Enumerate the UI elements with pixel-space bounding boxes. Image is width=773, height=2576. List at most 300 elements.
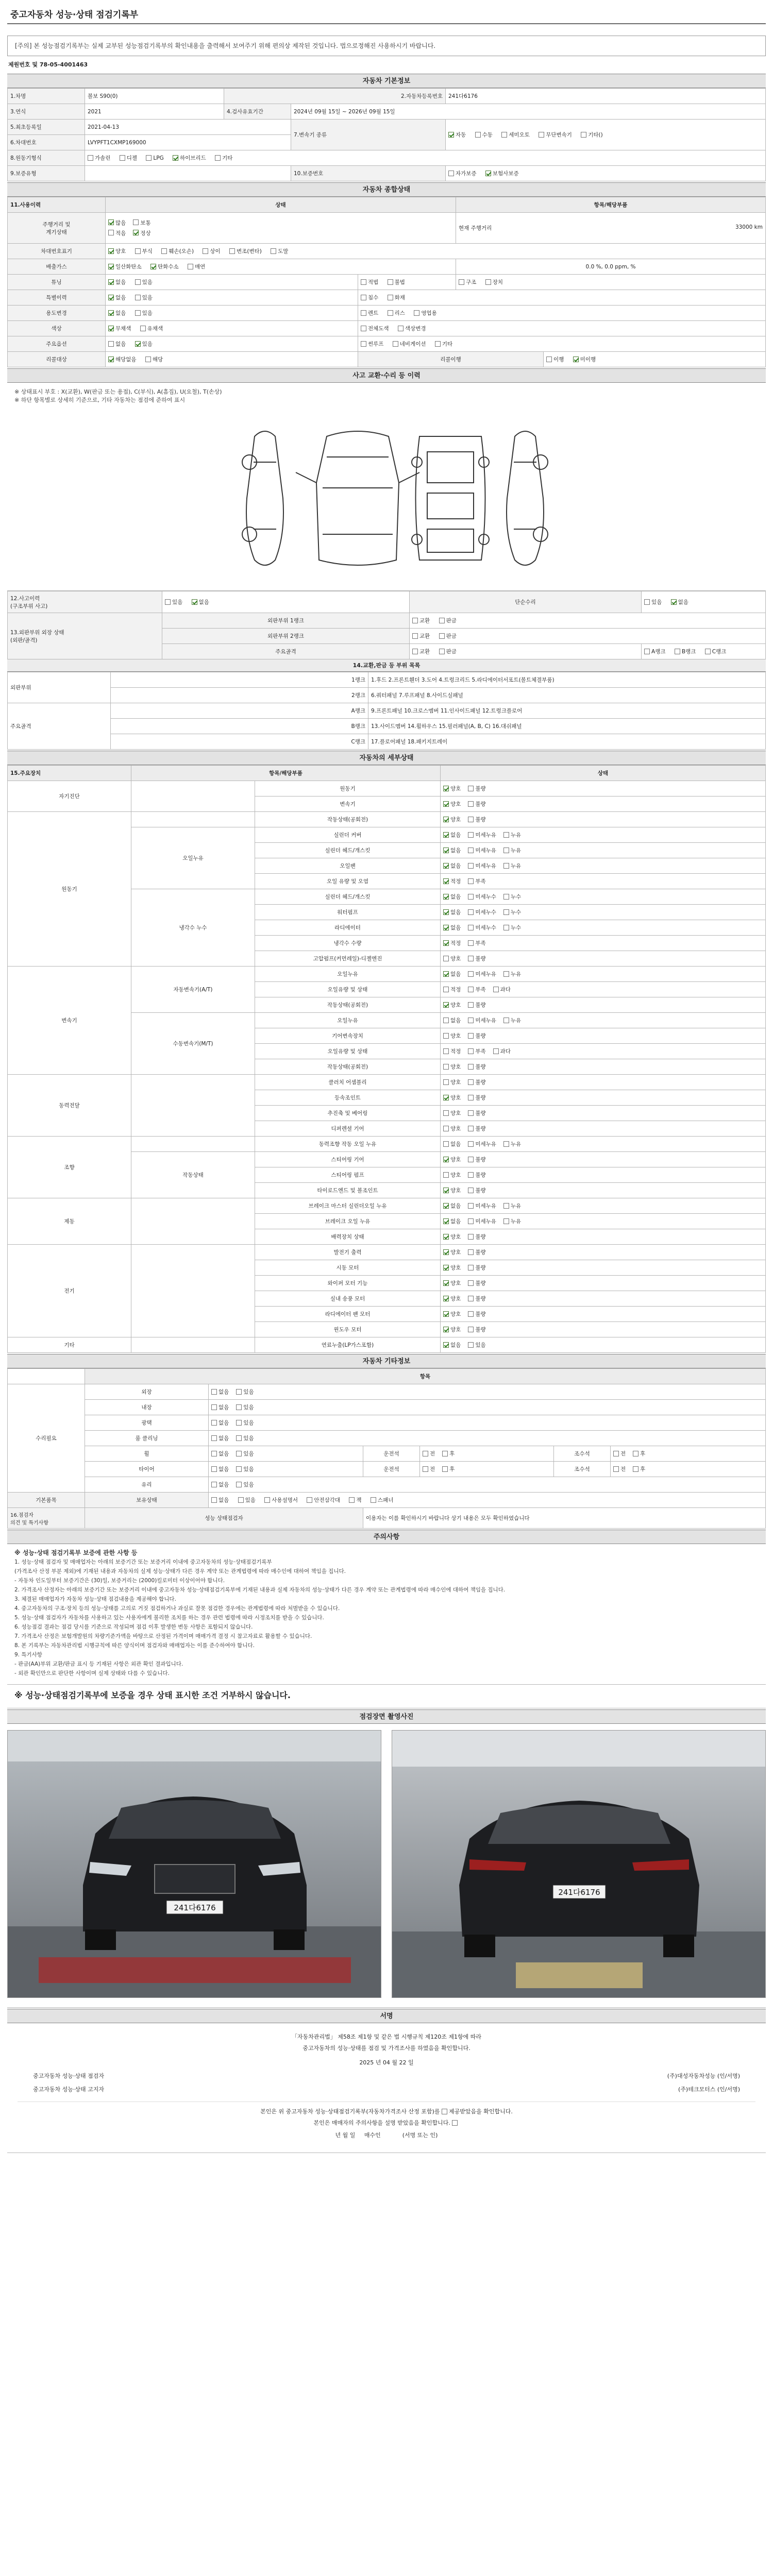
tuning-kind-option[interactable] — [485, 278, 503, 286]
detail-state-option[interactable] — [468, 1140, 496, 1148]
broker-label: 중고자동차 성능·상태 고지자 — [33, 2086, 105, 2093]
detail-state-option[interactable] — [493, 1047, 511, 1055]
checkbox-icon — [443, 1203, 449, 1209]
transmission-option[interactable] — [581, 131, 602, 139]
grade-option[interactable] — [412, 648, 430, 655]
detail-state-option[interactable] — [468, 800, 485, 808]
position-option[interactable] — [423, 1450, 435, 1458]
usage-kind-option[interactable] — [388, 309, 405, 317]
usage-kind-option[interactable] — [361, 309, 378, 317]
detail-state-option[interactable] — [468, 1264, 485, 1272]
checkbox-icon — [211, 1420, 217, 1426]
transmission-option[interactable] — [448, 131, 466, 139]
detail-state-option[interactable] — [503, 831, 521, 839]
checkbox-icon — [705, 649, 711, 654]
other-option[interactable] — [211, 1388, 229, 1396]
fuel-option[interactable] — [146, 155, 163, 161]
main-kind-option[interactable] — [361, 340, 383, 348]
mileage-option[interactable] — [108, 218, 126, 228]
detail-state-option[interactable] — [443, 1171, 461, 1179]
option-label: 불량 — [475, 1064, 486, 1070]
detail-state-option[interactable] — [468, 955, 485, 962]
detail-state-option[interactable] — [468, 1310, 485, 1318]
detail-item-label: 오일누유 — [255, 967, 441, 982]
other-info-title: 자동차 기타정보 — [7, 1354, 766, 1368]
signature-line-text: 본인은 위 중고자동차 성능·상태점검기록부(자동차가격조사 산정 포함)를 — [260, 2108, 440, 2115]
other-option[interactable] — [236, 1419, 254, 1427]
general-col-item: 11.사용이력 — [8, 197, 106, 213]
detail-state-option[interactable] — [468, 1202, 496, 1210]
position-option[interactable] — [442, 1450, 455, 1458]
detail-state-options — [441, 967, 766, 982]
detail-state-option[interactable] — [443, 893, 461, 901]
transmission-option[interactable] — [539, 131, 572, 139]
detail-state-option[interactable] — [503, 924, 521, 931]
car-side-left-icon — [242, 431, 283, 565]
detail-state-option[interactable] — [443, 800, 461, 808]
position-option[interactable] — [423, 1465, 435, 1473]
usage-kind-option[interactable] — [414, 309, 436, 317]
detail-state-option[interactable] — [443, 862, 461, 870]
position-option[interactable] — [633, 1450, 645, 1458]
checkbox-icon — [468, 1110, 474, 1116]
detail-state-option[interactable] — [443, 939, 461, 947]
detail-state-option[interactable] — [468, 862, 496, 870]
detail-state-option[interactable] — [468, 1248, 485, 1256]
detail-state-option[interactable] — [468, 1001, 485, 1009]
detail-state-option[interactable] — [468, 1156, 485, 1163]
checkbox-icon — [443, 1095, 449, 1100]
basic-row — [8, 120, 766, 135]
option-label: 부족 — [475, 987, 486, 993]
detail-state-option[interactable] — [468, 1295, 485, 1302]
detail-item-label: 오일누유 — [255, 1013, 441, 1028]
detail-sub-label — [131, 812, 255, 827]
checkbox-icon — [468, 786, 474, 791]
option-label: 없음 — [115, 295, 126, 301]
other-options — [209, 1431, 766, 1446]
simple-repair-option[interactable] — [671, 598, 688, 606]
detail-state-option[interactable] — [468, 785, 485, 792]
option-label: 없음 — [219, 1466, 229, 1472]
warranty-options — [446, 166, 766, 181]
checkbox-icon — [443, 832, 449, 838]
transmission-option[interactable] — [501, 131, 530, 139]
option-label: 있음 — [172, 599, 183, 605]
detail-state-option[interactable] — [443, 1109, 461, 1117]
detail-state-option[interactable] — [503, 1217, 521, 1225]
detail-state-option[interactable] — [493, 986, 511, 993]
detail-state-option[interactable] — [443, 1248, 461, 1256]
detail-state-option[interactable] — [503, 908, 521, 916]
basic-item-option[interactable] — [371, 1496, 393, 1504]
recall-done-option[interactable] — [546, 355, 564, 363]
fuel-option[interactable] — [120, 154, 137, 162]
detail-state-option[interactable] — [468, 816, 485, 823]
detail-state-option[interactable] — [468, 1187, 485, 1194]
detail-state-option[interactable] — [443, 908, 461, 916]
other-option[interactable] — [236, 1388, 254, 1396]
detail-item-label: 동력조향 작동 오일 누유 — [255, 1137, 441, 1152]
option-label: 누유 — [510, 1218, 522, 1225]
emission-option[interactable] — [108, 263, 142, 270]
detail-state-option[interactable] — [468, 1078, 485, 1086]
option-label: 후 — [640, 1466, 646, 1472]
detail-state-option[interactable] — [468, 1233, 485, 1241]
detail-item-label: 타이로드엔드 및 볼조인트 — [255, 1183, 441, 1198]
detail-item-label: 실린더 헤드/개스킷 — [255, 889, 441, 905]
grade-option[interactable] — [412, 617, 430, 624]
main-options — [106, 336, 358, 352]
color-option[interactable] — [140, 325, 163, 332]
position-option[interactable] — [613, 1465, 626, 1473]
accident-option[interactable] — [165, 598, 182, 606]
grade-option[interactable] — [439, 617, 457, 624]
detail-state-option[interactable] — [443, 1140, 461, 1148]
main-option[interactable] — [108, 340, 126, 348]
detail-body — [8, 781, 766, 1353]
basic-item-option[interactable] — [307, 1496, 340, 1504]
detail-state-option[interactable] — [443, 1016, 461, 1024]
checkbox-icon — [307, 1497, 312, 1503]
main-kind-option[interactable] — [435, 340, 452, 348]
caution-item: - 판금(AA)부위 교환/판금 표시 등 기재된 사항은 외관 확인 결과입니다. — [14, 1661, 183, 1667]
vin-option[interactable] — [161, 247, 194, 255]
other-item-label: 휠 — [85, 1446, 209, 1462]
certificate-number — [7, 56, 766, 73]
option-label: 양호 — [450, 1110, 461, 1116]
main-kind-options — [358, 336, 766, 352]
vin-option[interactable] — [108, 247, 126, 255]
emission-option[interactable] — [150, 263, 179, 270]
special-kind-option[interactable] — [361, 294, 378, 301]
detail-state-option[interactable] — [443, 1032, 461, 1040]
detail-item-label: 브레이크 마스터 실린더오일 누유 — [255, 1198, 441, 1214]
detail-state-option[interactable] — [468, 831, 496, 839]
checkbox-icon — [443, 940, 449, 946]
recall-option[interactable] — [108, 355, 137, 363]
accident-option[interactable] — [192, 598, 209, 606]
detail-item-label: 배력장치 상태 — [255, 1229, 441, 1245]
checkbox-icon — [211, 1389, 217, 1395]
checkbox-icon — [443, 1280, 449, 1286]
usage-options — [106, 306, 358, 321]
parts-rank: A랭크 — [111, 703, 368, 719]
main-option[interactable] — [135, 340, 153, 348]
checkbox-icon — [443, 1079, 449, 1085]
rank-option[interactable] — [675, 648, 696, 655]
tuning-legal-option[interactable] — [361, 278, 378, 286]
detail-state-option[interactable] — [468, 1109, 485, 1117]
other-body — [8, 1384, 766, 1493]
grade-option[interactable] — [439, 632, 457, 640]
detail-state-option[interactable] — [503, 1202, 521, 1210]
checkbox-icon — [443, 1172, 449, 1178]
detail-state-option[interactable] — [443, 1202, 461, 1210]
detail-state-option[interactable] — [468, 1125, 485, 1132]
usage-option[interactable] — [135, 309, 153, 317]
other-row — [8, 1384, 766, 1400]
caution-items — [14, 1558, 759, 1677]
general-row-tuning — [8, 275, 766, 290]
option-label: 불량 — [475, 1157, 486, 1163]
recall-option[interactable] — [145, 355, 163, 363]
parts-items: 6.쿼터패널 7.루프패널 8.사이드실패널 — [368, 688, 766, 703]
recall-done-option[interactable] — [573, 355, 596, 363]
accident-title: 사고 교환·수리 등 이력 — [7, 368, 766, 383]
photo-rear — [392, 1730, 766, 1998]
detail-state-option[interactable] — [468, 908, 496, 916]
grade-option[interactable] — [439, 648, 457, 655]
checkbox-icon — [443, 1141, 449, 1147]
rank-option[interactable] — [705, 648, 727, 655]
checkbox-icon — [88, 155, 93, 161]
transmission-option[interactable] — [475, 131, 493, 139]
checkbox-icon — [414, 310, 419, 316]
detail-state-option[interactable] — [468, 1326, 485, 1333]
basic-item-option[interactable] — [238, 1496, 256, 1504]
option-label: 누유 — [510, 1018, 522, 1024]
other-option[interactable] — [211, 1419, 229, 1427]
grade-option[interactable] — [412, 632, 430, 640]
detail-item-label: 발전기 출력 — [255, 1245, 441, 1260]
general-state-section — [7, 182, 766, 367]
signature-area — [7, 2023, 766, 2153]
detail-state-option[interactable] — [468, 1016, 496, 1024]
general-label: 리콜대상 — [8, 352, 106, 367]
checkbox-icon — [393, 341, 398, 347]
checkbox-icon — [503, 925, 509, 930]
detail-state-option[interactable] — [443, 970, 461, 978]
option-label: 없음 — [219, 1389, 229, 1395]
checkbox-icon — [468, 1218, 474, 1224]
detail-state-option[interactable] — [443, 986, 461, 993]
other-item-label: 내장 — [85, 1400, 209, 1415]
warranty-option[interactable] — [448, 170, 477, 177]
checkbox-icon — [150, 264, 156, 269]
signature-line — [18, 2119, 755, 2128]
detail-state-option[interactable] — [443, 1279, 461, 1287]
checkbox-icon — [468, 925, 474, 930]
option-label: 불량 — [475, 1188, 486, 1194]
usage-kind-options — [358, 306, 766, 321]
detail-state-options — [441, 1013, 766, 1028]
other-option[interactable] — [236, 1450, 254, 1458]
other-row — [8, 1415, 766, 1431]
detail-col-state: 상태 — [441, 766, 766, 781]
vin-option[interactable] — [135, 247, 153, 255]
color-option[interactable] — [108, 325, 131, 332]
detail-state-option[interactable] — [443, 877, 461, 885]
color-kind-option[interactable] — [398, 325, 426, 332]
detail-state-options — [441, 1090, 766, 1106]
position-option[interactable] — [633, 1465, 645, 1473]
usage-option[interactable] — [108, 309, 126, 317]
position-option[interactable] — [442, 1465, 455, 1473]
detail-state-option[interactable] — [443, 1233, 461, 1241]
general-col-detail: 항목/해당부품 — [456, 197, 766, 213]
other-option[interactable] — [211, 1403, 229, 1411]
detail-state-option[interactable] — [443, 1125, 461, 1132]
detail-state-option[interactable] — [443, 846, 461, 854]
detail-state-option[interactable] — [443, 1094, 461, 1101]
checkbox-icon — [443, 1311, 449, 1317]
checkbox-icon — [146, 155, 152, 161]
mileage-option[interactable] — [133, 218, 150, 228]
vin-option[interactable] — [271, 247, 288, 255]
detail-state-options — [441, 1137, 766, 1152]
special-option[interactable] — [108, 294, 126, 301]
detail-state-option[interactable] — [443, 1264, 461, 1272]
detail-state-option[interactable] — [468, 924, 496, 931]
detail-state-option[interactable] — [443, 924, 461, 931]
option-label: 미세누유 — [475, 832, 496, 838]
detail-state-option[interactable] — [468, 939, 485, 947]
detail-state-option[interactable] — [503, 1140, 521, 1148]
basic-item-option[interactable] — [211, 1496, 229, 1504]
special-kind-option[interactable] — [388, 294, 405, 301]
detail-state-option[interactable] — [503, 1016, 521, 1024]
other-option[interactable] — [211, 1450, 229, 1458]
basic-item-option[interactable] — [264, 1496, 298, 1504]
detail-state-option[interactable] — [443, 1001, 461, 1009]
photos-row — [7, 1724, 766, 2008]
detail-state-option[interactable] — [443, 1326, 461, 1333]
other-group-label: 수리필요 — [8, 1384, 85, 1493]
warranty-option[interactable] — [485, 170, 519, 177]
tuning-option[interactable] — [108, 278, 126, 286]
caution-item: 6. 성능점검 결과는 점검 당시를 기준으로 작성되며 점검 이후 발생한 변동 사항은 포함되지 않습니다. — [14, 1624, 253, 1630]
fuel-option[interactable] — [215, 154, 232, 162]
detail-state-option[interactable] — [443, 785, 461, 792]
checkbox-icon — [135, 279, 141, 285]
detail-row — [8, 781, 766, 796]
detail-state-option[interactable] — [503, 893, 521, 901]
option-label: 있음 — [243, 1466, 254, 1472]
legend-line: ※ 상태표시 부호 : X(교환), W(판금 또는 용접), C(부식), A(흠집), U(요철), T(손상) — [14, 388, 222, 395]
vin-option[interactable] — [203, 247, 220, 255]
detail-state-option[interactable] — [503, 846, 521, 854]
detail-state-option[interactable] — [468, 1047, 485, 1055]
option-label: 누수 — [510, 894, 522, 900]
tuning-kind-option[interactable] — [459, 278, 476, 286]
detail-state-option[interactable] — [443, 831, 461, 839]
detail-state-option[interactable] — [468, 1341, 485, 1349]
detail-state-option[interactable] — [468, 1094, 485, 1101]
detail-state-option[interactable] — [468, 1279, 485, 1287]
option-label: 이행 — [553, 357, 564, 363]
option-label: 미세누수 — [475, 925, 496, 931]
other-option[interactable] — [236, 1403, 254, 1411]
rank-option[interactable] — [644, 648, 665, 655]
other-option[interactable] — [211, 1481, 229, 1488]
detail-state-option[interactable] — [468, 846, 496, 854]
other-option[interactable] — [211, 1434, 229, 1442]
other-option[interactable] — [236, 1481, 254, 1488]
detail-state-option[interactable] — [443, 816, 461, 823]
checkbox-icon[interactable] — [452, 2120, 458, 2126]
checkbox-icon — [503, 1018, 509, 1023]
other-options — [209, 1415, 766, 1431]
detail-state-option[interactable] — [503, 862, 521, 870]
checkbox-icon — [238, 1497, 244, 1503]
mileage-option[interactable] — [108, 228, 126, 239]
option-label: 있음 — [243, 1482, 254, 1488]
detail-sub-label — [131, 1245, 255, 1337]
checkbox-icon — [468, 1079, 474, 1085]
option-label: 적음 — [115, 230, 126, 236]
detail-state-options — [441, 1214, 766, 1229]
option-label: 판금 — [446, 618, 457, 624]
detail-state-option[interactable] — [468, 893, 496, 901]
detail-state-option[interactable] — [468, 1171, 485, 1179]
car-front-photo-icon — [8, 1731, 381, 1998]
simple-repair-option[interactable] — [644, 598, 662, 606]
detail-state-option[interactable] — [468, 986, 485, 993]
detail-state-option[interactable] — [468, 1032, 485, 1040]
fuel-option[interactable] — [173, 154, 206, 162]
other-option[interactable] — [211, 1465, 229, 1473]
tuning-legal-option[interactable] — [388, 278, 405, 286]
fuel-option[interactable] — [88, 154, 110, 162]
detail-state-option[interactable] — [468, 970, 496, 978]
detail-state-option[interactable] — [443, 1187, 461, 1194]
basic-item-option[interactable] — [349, 1496, 361, 1504]
checkbox-icon — [412, 649, 418, 654]
position-option[interactable] — [613, 1450, 626, 1458]
detail-state-option[interactable] — [443, 1310, 461, 1318]
option-label: 불량 — [475, 1002, 486, 1008]
emission-option[interactable] — [188, 263, 205, 270]
detail-state-option[interactable] — [468, 877, 485, 885]
detail-state-option[interactable] — [443, 1156, 461, 1163]
checkbox-icon[interactable] — [442, 2109, 447, 2114]
mileage-option[interactable] — [133, 228, 150, 239]
grade-label: 주요골격 — [162, 644, 410, 659]
signature-line: 중고자동차의 성능·상태를 점검 및 가격조사를 하였음을 확인합니다. — [303, 2045, 470, 2052]
tuning-option[interactable] — [135, 278, 153, 286]
detail-state-option[interactable] — [468, 1063, 485, 1071]
parts-row — [8, 703, 766, 719]
color-kind-option[interactable] — [361, 325, 389, 332]
option-label: 훼손(오손) — [169, 248, 194, 255]
detail-state-option[interactable] — [443, 1078, 461, 1086]
detail-state-option[interactable] — [443, 1063, 461, 1071]
detail-state-option[interactable] — [443, 1341, 461, 1349]
detail-item-label: 오일유량 및 상태 — [255, 982, 441, 997]
basic-label: 8.원동기형식 — [8, 150, 85, 166]
other-option[interactable] — [236, 1434, 254, 1442]
detail-state-option[interactable] — [468, 1217, 496, 1225]
main-kind-option[interactable] — [393, 340, 426, 348]
detail-state-option[interactable] — [443, 955, 461, 962]
general-state-title: 자동차 종합상태 — [7, 182, 766, 197]
special-option[interactable] — [135, 294, 153, 301]
detail-state-option[interactable] — [503, 970, 521, 978]
checkbox-icon — [468, 940, 474, 946]
detail-state-option[interactable] — [443, 1295, 461, 1302]
accident-options — [162, 591, 410, 613]
photo-front — [7, 1730, 381, 1998]
color-kind-options — [358, 321, 766, 336]
detail-state-option[interactable] — [443, 1047, 461, 1055]
option-label: 영업용 — [421, 310, 437, 316]
other-option[interactable] — [236, 1465, 254, 1473]
vin-option[interactable] — [229, 247, 262, 255]
option-label: 양호 — [450, 1095, 461, 1101]
option-label: 없음 — [198, 599, 209, 605]
detail-state-option[interactable] — [443, 1217, 461, 1225]
